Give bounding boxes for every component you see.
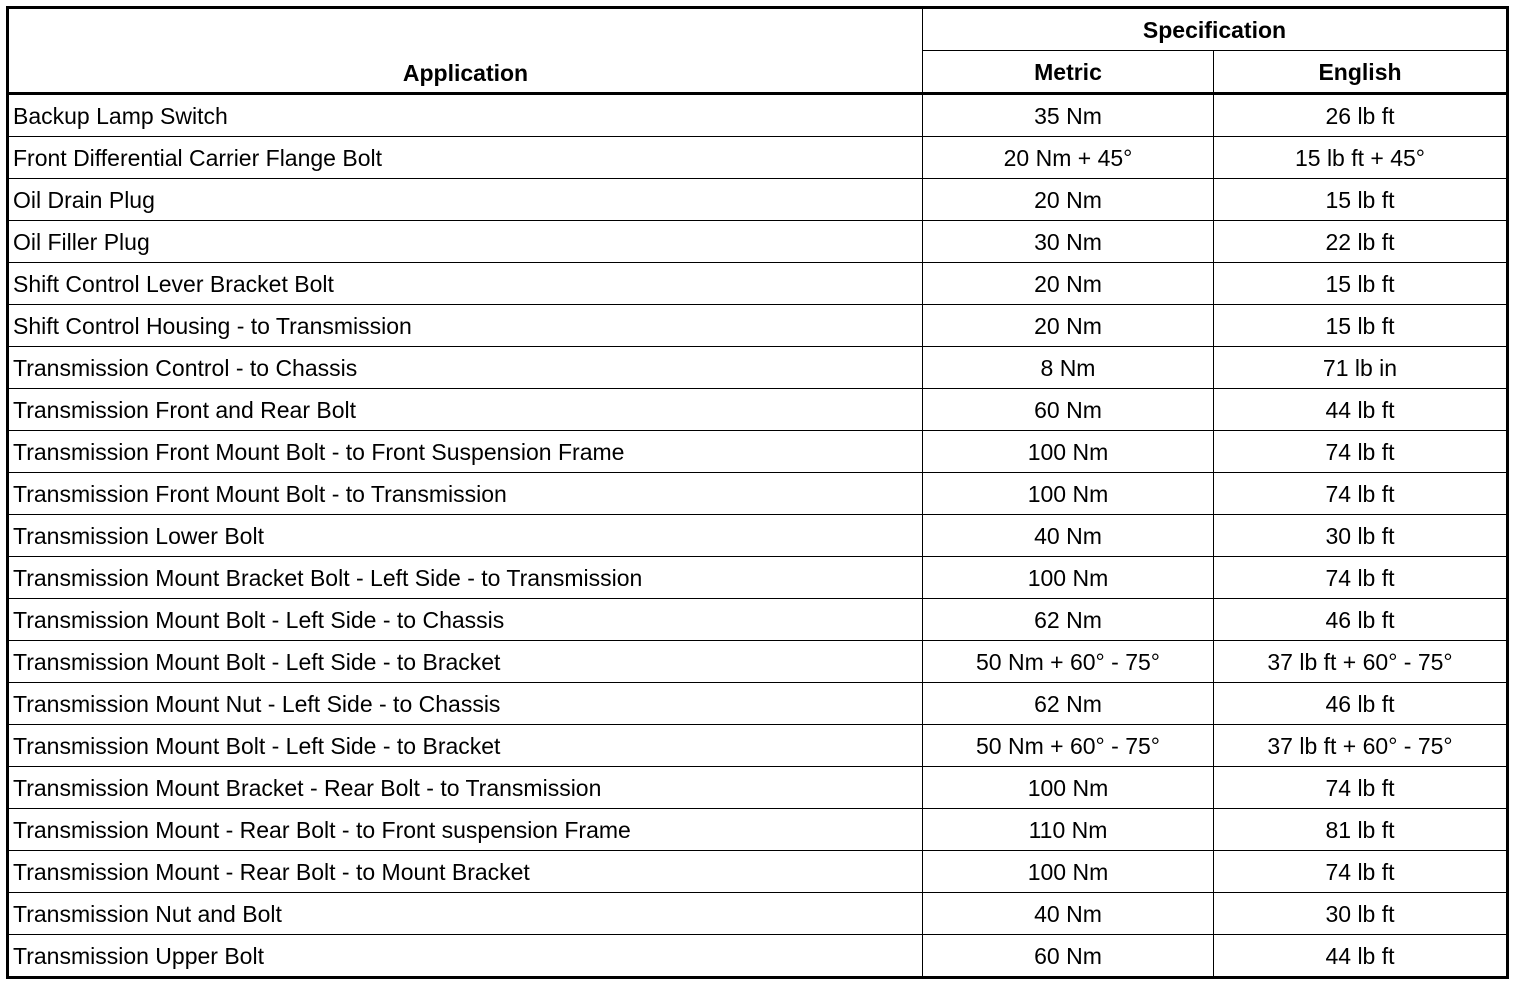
table-row — [8, 263, 1508, 305]
english-value-cell: 74 lb ft — [1214, 557, 1508, 599]
application-cell: Transmission Control - to Chassis — [8, 347, 923, 389]
english-value-cell: 15 lb ft — [1214, 263, 1508, 305]
application-cell: Transmission Mount Bolt - Left Side - to Bracket — [8, 641, 923, 683]
application-cell: Transmission Mount Bracket - Rear Bolt - to Transmission — [8, 767, 923, 809]
application-cell: Oil Drain Plug — [8, 179, 923, 221]
metric-value-cell: 40 Nm — [923, 893, 1214, 935]
application-cell: Shift Control Lever Bracket Bolt — [8, 263, 923, 305]
application-cell: Transmission Upper Bolt — [8, 935, 923, 978]
metric-value-cell: 50 Nm + 60° - 75° — [923, 725, 1214, 767]
english-value-cell: 37 lb ft + 60° - 75° — [1214, 641, 1508, 683]
table-row — [8, 515, 1508, 557]
english-value-cell: 15 lb ft — [1214, 179, 1508, 221]
application-cell: Transmission Front Mount Bolt - to Front Suspension Frame — [8, 431, 923, 473]
metric-column-header: Metric — [923, 51, 1214, 94]
english-value-cell: 81 lb ft — [1214, 809, 1508, 851]
application-column-header: Application — [8, 8, 923, 94]
english-value-cell: 44 lb ft — [1214, 935, 1508, 978]
english-value-cell: 74 lb ft — [1214, 851, 1508, 893]
metric-value-cell: 100 Nm — [923, 473, 1214, 515]
table-row — [8, 809, 1508, 851]
table-row — [8, 599, 1508, 641]
english-value-cell: 26 lb ft — [1214, 94, 1508, 137]
metric-value-cell: 100 Nm — [923, 431, 1214, 473]
table-row — [8, 305, 1508, 347]
application-cell: Transmission Nut and Bolt — [8, 893, 923, 935]
english-value-cell: 71 lb in — [1214, 347, 1508, 389]
english-value-cell: 74 lb ft — [1214, 473, 1508, 515]
metric-value-cell: 20 Nm — [923, 179, 1214, 221]
metric-value-cell: 40 Nm — [923, 515, 1214, 557]
application-cell: Transmission Mount - Rear Bolt - to Mount Bracket — [8, 851, 923, 893]
table-row — [8, 221, 1508, 263]
english-value-cell: 30 lb ft — [1214, 893, 1508, 935]
table-body — [8, 94, 1508, 978]
metric-value-cell: 20 Nm — [923, 305, 1214, 347]
table-header — [8, 8, 1508, 94]
application-cell: Transmission Front and Rear Bolt — [8, 389, 923, 431]
specification-group-header: Specification — [923, 8, 1508, 51]
english-value-cell: 15 lb ft + 45° — [1214, 137, 1508, 179]
metric-value-cell: 50 Nm + 60° - 75° — [923, 641, 1214, 683]
application-cell: Transmission Mount Bracket Bolt - Left Side - to Transmission — [8, 557, 923, 599]
metric-value-cell: 20 Nm — [923, 263, 1214, 305]
english-value-cell: 15 lb ft — [1214, 305, 1508, 347]
metric-value-cell: 100 Nm — [923, 557, 1214, 599]
table-row — [8, 347, 1508, 389]
metric-value-cell: 100 Nm — [923, 767, 1214, 809]
table-row — [8, 431, 1508, 473]
english-value-cell: 46 lb ft — [1214, 683, 1508, 725]
english-value-cell: 22 lb ft — [1214, 221, 1508, 263]
table-row — [8, 851, 1508, 893]
table-row — [8, 935, 1508, 978]
table-row — [8, 893, 1508, 935]
application-cell: Front Differential Carrier Flange Bolt — [8, 137, 923, 179]
application-cell: Transmission Mount Nut - Left Side - to Chassis — [8, 683, 923, 725]
metric-value-cell: 60 Nm — [923, 389, 1214, 431]
header-row-top — [8, 8, 1508, 51]
application-cell: Oil Filler Plug — [8, 221, 923, 263]
metric-value-cell: 8 Nm — [923, 347, 1214, 389]
english-value-cell: 74 lb ft — [1214, 431, 1508, 473]
table-row — [8, 137, 1508, 179]
metric-value-cell: 100 Nm — [923, 851, 1214, 893]
metric-value-cell: 20 Nm + 45° — [923, 137, 1214, 179]
metric-value-cell: 60 Nm — [923, 935, 1214, 978]
table-row — [8, 389, 1508, 431]
english-value-cell: 30 lb ft — [1214, 515, 1508, 557]
english-value-cell: 37 lb ft + 60° - 75° — [1214, 725, 1508, 767]
application-cell: Transmission Mount Bolt - Left Side - to Chassis — [8, 599, 923, 641]
table-row — [8, 767, 1508, 809]
metric-value-cell: 30 Nm — [923, 221, 1214, 263]
metric-value-cell: 62 Nm — [923, 683, 1214, 725]
table-row — [8, 557, 1508, 599]
metric-value-cell: 110 Nm — [923, 809, 1214, 851]
application-cell: Shift Control Housing - to Transmission — [8, 305, 923, 347]
english-value-cell: 74 lb ft — [1214, 767, 1508, 809]
english-value-cell: 44 lb ft — [1214, 389, 1508, 431]
table-row — [8, 473, 1508, 515]
application-cell: Backup Lamp Switch — [8, 94, 923, 137]
application-cell: Transmission Lower Bolt — [8, 515, 923, 557]
application-cell: Transmission Mount - Rear Bolt - to Front suspension Frame — [8, 809, 923, 851]
table-row — [8, 179, 1508, 221]
english-value-cell: 46 lb ft — [1214, 599, 1508, 641]
table-row — [8, 725, 1508, 767]
application-cell: Transmission Front Mount Bolt - to Transmission — [8, 473, 923, 515]
english-column-header: English — [1214, 51, 1508, 94]
table-row — [8, 641, 1508, 683]
table-row — [8, 683, 1508, 725]
table-row — [8, 94, 1508, 137]
metric-value-cell: 35 Nm — [923, 94, 1214, 137]
application-cell: Transmission Mount Bolt - Left Side - to Bracket — [8, 725, 923, 767]
fastener-specification-table — [6, 6, 1509, 979]
metric-value-cell: 62 Nm — [923, 599, 1214, 641]
